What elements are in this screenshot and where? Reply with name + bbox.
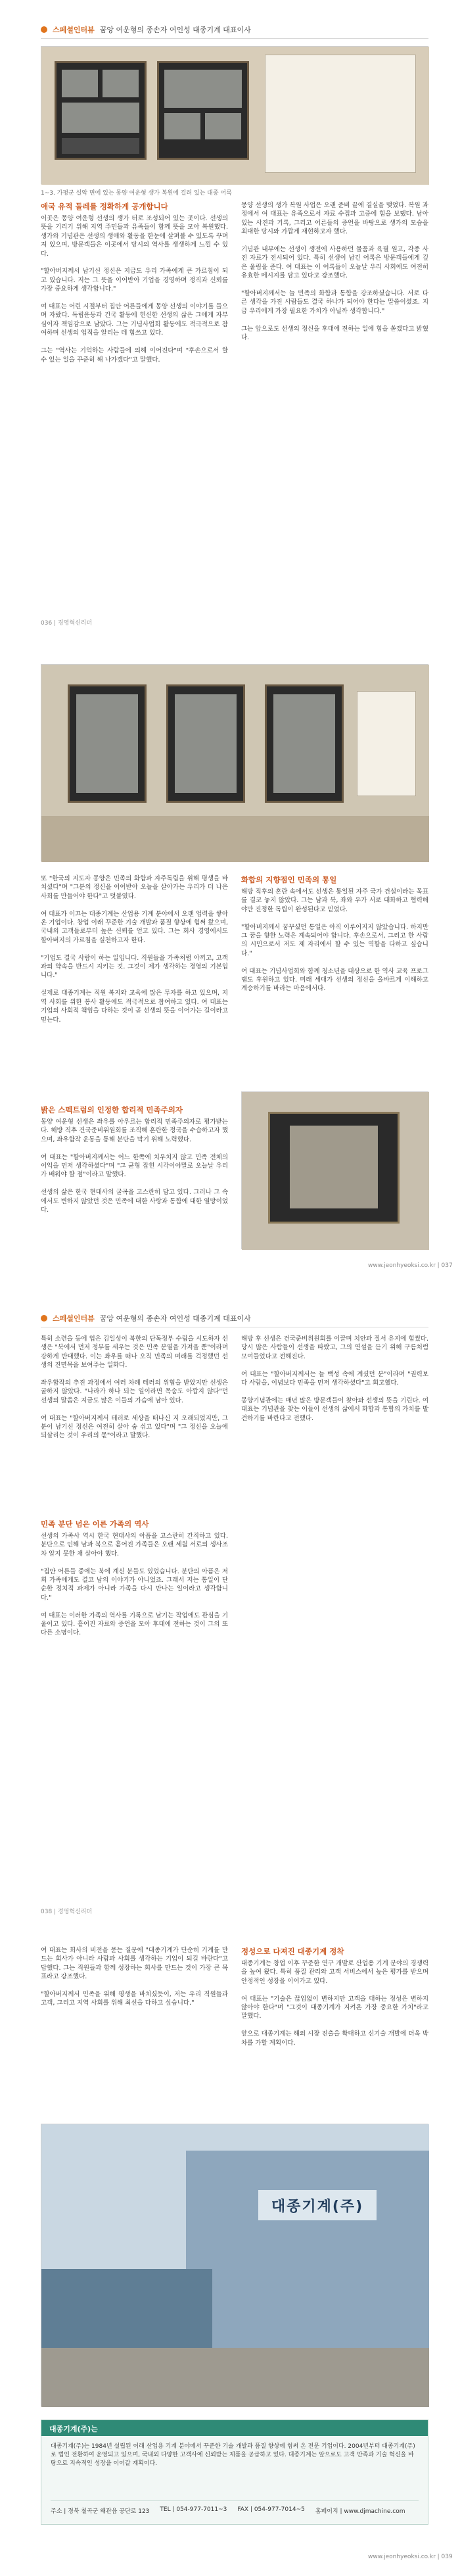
page-1 — [0, 0, 460, 644]
profile-contact — [51, 2500, 419, 2515]
page-folio: 038 | 경영혁신리더 — [41, 1909, 93, 1915]
subheading-2: 민족 분단 넘은 이른 가족의 역사 — [41, 1519, 149, 1529]
body-column-1: 특히 소련을 등에 업은 김일성이 북한의 단독정부 수립을 시도하자 선생은 "북에서 먼저 정부를 세우는 것은 민족 분열을 가져올 뿐"이라며 강하게 반대했다. 이는 좌우를 떠나 오직 민족의 미래를 걱정했던 선생의 진면목을 보여주는 일화다. 좌우합작의 추진 과정에서 여러 차례 테러의 위협을 받았지만 선생은 굴하지 않았다. "나라가 하나 되는 일이라면 목숨도 아깝지 않다"던 선생의 말씀은 지금도 많은 이들의 가슴에 남아 있다. 여 대표는 "할아버지께서 테러로 세상을 떠나신 지 오래되었지만, 그분이 남기신 정신은 여전히 살아 숨 쉬고 있다"며 "그 정신을 오늘에 되살리는 것이 우리의 몫"이라고 말했다. — [41, 1335, 228, 1440]
header-divider — [41, 38, 428, 39]
body-column-1: 또 "한국의 지도자 몽양은 민족의 화합과 자주독립을 위해 평생을 바치셨다"며 "그분의 정신을 이어받아 오늘을 살아가는 우리가 더 나은 사회를 만들어야 한다"고 덧붙였다. 여 대표가 이끄는 대종기계는 산업용 기계 분야에서 오랜 업력을 쌓아온 기업이다. 창업 이래 꾸준한 기술 개발과 품질 향상에 힘써 왔으며, 국내외 고객들로부터 높은 신뢰를 얻고 있다. 그는 회사 경영에서도 할아버지의 가르침을 실천하고자 한다. "기업도 결국 사람이 하는 일입니다. 직원들을 가족처럼 아끼고, 고객과의 약속을 반드시 지키는 것. 그것이 제가 생각하는 경영의 기본입니다." 실제로 대종기계는 직원 복지와 교육에 많은 투자를 하고 있으며, 지역 사회를 위한 봉사 활동에도 적극적으로 참여하고 있다. 여 대표는 기업의 사회적 책임을 다하는 것이 곧 선생의 뜻을 이어가는 길이라고 믿는다. — [41, 875, 228, 1024]
page-3 — [0, 1289, 460, 1933]
contact-fax: FAX | 054-977-7014~5 — [237, 2506, 305, 2513]
page-2 — [0, 644, 460, 1289]
body-column-3: 해방 후 선생은 건국준비위원회를 이끌며 치안과 질서 유지에 힘썼다. 당시 많은 사람들이 선생을 따랐고, 그의 연설을 듣기 위해 구름처럼 모여들었다고 전해진다. 여 대표는 "할아버지께서는 늘 백성 속에 계셨던 분"이라며 "권력보다 사람을, 이념보다 민족을 먼저 생각하셨다"고 회고했다. 몽양기념관에는 매년 많은 방문객들이 찾아와 선생의 뜻을 기린다. 여 대표는 기념관을 찾는 이들이 선생의 삶에서 화합과 통합의 가치를 발견하기를 바란다고 전했다. — [241, 1335, 428, 1422]
body-column-2: 몽양 여운형 선생은 좌우를 아우르는 합리적 민족주의자로 평가받는다. 해방 직후 건국준비위원회를 조직해 혼란한 정국을 수습하고자 했으며, 좌우합작 운동을 통해 분단을 막기 위해 노력했다. 여 대표는 "할아버지께서는 어느 한쪽에 치우치지 않고 민족 전체의 이익을 먼저 생각하셨다"며 "그 균형 잡힌 시각이야말로 오늘날 우리가 배워야 할 점"이라고 말했다. 선생의 삶은 한국 현대사의 굴곡을 고스란히 담고 있다. 그러나 그 속에서도 변하지 않았던 것은 민족에 대한 사랑과 통합에 대한 열망이었다. — [41, 1118, 228, 1214]
body-column-3: 해방 직후의 혼란 속에서도 선생은 통일된 자주 국가 건설이라는 목표를 결코 놓지 않았다. 그는 남과 북, 좌와 우가 서로 대화하고 협력해야만 진정한 독립이 완성된다고 믿었다. "할아버지께서 꿈꾸셨던 통일은 아직 이루어지지 않았습니다. 하지만 그 꿈을 향한 노력은 계속되어야 합니다. 후손으로서, 그리고 한 사람의 시민으로서 저도 제 자리에서 할 수 있는 역할을 다하고 싶습니다." 여 대표는 기념사업회와 함께 청소년을 대상으로 한 역사 교육 프로그램도 후원하고 있다. 미래 세대가 선생의 정신을 올바르게 이해하고 계승하기를 바라는 마음에서다. — [241, 888, 428, 993]
gallery-photo — [41, 664, 428, 861]
body-column-2: 선생의 가족사 역시 한국 현대사의 아픔을 고스란히 간직하고 있다. 분단으로 인해 남과 북으로 흩어진 가족들은 오랜 세월 서로의 생사조차 알지 못한 채 살아야 했다. "집안 어른들 중에는 북에 계신 분들도 있었습니다. 분단의 아픔은 저희 가족에게도 결코 남의 이야기가 아니었죠. 그래서 저는 통일이 단순한 정치적 과제가 아니라 가족을 다시 만나는 일이라고 생각합니다." 여 대표는 이러한 가족의 역사를 기록으로 남기는 작업에도 관심을 기울이고 있다. 흩어진 자료와 증언을 모아 후대에 전하는 것이 그의 또 다른 소명이다. — [41, 1533, 228, 1637]
page-4 — [0, 1933, 460, 2576]
contact-address: 주소 | 경북 칠곡군 왜관읍 공단로 123 — [51, 2508, 150, 2515]
section-dot-icon — [41, 1315, 47, 1322]
page-header — [41, 22, 428, 37]
body-column-1: 여 대표는 회사의 비전을 묻는 질문에 "대종기계가 단순히 기계를 만드는 회사가 아니라 사람과 사회를 생각하는 기업이 되길 바란다"고 답했다. 그는 직원들과 함께 성장하는 회사를 만드는 것이 가장 큰 목표라고 강조했다. "할아버지께서 민족을 위해 평생을 바치셨듯이, 저는 우리 직원들과 고객, 그리고 지역 사회를 위해 최선을 다하고 싶습니다." — [41, 1947, 228, 2007]
contact-website-link[interactable]: 홈페이지 | www.djmachine.com — [315, 2508, 405, 2515]
subheading-2: 정성으로 다져진 대종기계 정착 — [241, 1947, 344, 1956]
building-photo — [41, 2124, 428, 2406]
profile-body: 대종기계(주)는 1984년 설립된 이래 산업용 기계 분야에서 꾸준한 기술 개발과 품질 향상에 힘써 온 전문 기업이다. 2004년부터 대종기계(주)로 법인 전환하여 운영되고 있으며, 국내외 다양한 고객사에 신뢰받는 제품을 공급하고 있다. 대종기계는 앞으로도 고객 만족과 기술 혁신을 바탕으로 지속적인 성장을 이어갈 계획이다. — [51, 2443, 415, 2467]
page-folio: 036 | 경영혁신리더 — [41, 620, 93, 627]
page-folio: www.jeonhyeoksi.co.kr | 039 — [368, 2554, 453, 2560]
subheading-2: 밝은 스펙트럼의 인정한 합리적 민족주의자 — [41, 1105, 183, 1114]
profile-title: 대종기계(주)는 — [41, 2420, 428, 2436]
contact-tel: TEL | 054-977-7011~3 — [160, 2506, 227, 2513]
portrait-photo — [241, 1091, 428, 1249]
section-dot-icon — [41, 26, 47, 33]
section-label: 스페셜인터뷰 — [53, 1314, 95, 1323]
body-column-1: 이곳은 몽양 여운형 선생의 생가 터로 조성되어 있는 곳이다. 선생의 뜻을 기리기 위해 지역 주민들과 유족들이 함께 뜻을 모아 복원했다. 생가와 기념관은 선생의 생애와 활동을 한눈에 살펴볼 수 있도록 꾸며져 있으며, 방문객들은 이곳에서 당시의 역사를 생생하게 느낄 수 있다. "할아버지께서 남기신 정신은 지금도 우리 가족에게 큰 가르침이 되고 있습니다. 저는 그 뜻을 이어받아 기업을 경영하며 정직과 신뢰를 가장 중요하게 생각합니다." 여 대표는 어린 시절부터 집안 어른들에게 몽양 선생의 이야기를 들으며 자랐다. 독립운동과 건국 활동에 헌신한 선생의 삶은 그에게 자부심이자 책임감으로 남았다. 그는 기념사업회 활동에도 적극적으로 참여하며 선생의 업적을 알리는 데 힘쓰고 있다. 그는 "역사는 기억하는 사람들에 의해 이어진다"며 "후손으로서 할 수 있는 일을 꾸준히 해 나가겠다"고 말했다. — [41, 215, 228, 364]
page-header — [41, 1311, 428, 1325]
company-profile-box — [41, 2420, 428, 2525]
article-title: 꿈앙 여운형의 종손자 여인성 대종기계 대표이사 — [99, 26, 251, 34]
page-folio: www.jeonhyeoksi.co.kr | 037 — [368, 1262, 453, 1269]
article-title: 꿈앙 여운형의 종손자 여인성 대종기계 대표이사 — [99, 1314, 251, 1323]
body-column-2: 대종기계는 창업 이후 꾸준한 연구 개발로 산업용 기계 분야의 경쟁력을 높여 왔다. 특히 품질 관리와 고객 서비스에서 높은 평가를 받으며 안정적인 성장을 이어가고 있다. 여 대표는 "기술은 끊임없이 변하지만 고객을 대하는 정성은 변하지 않아야 한다"며 "그것이 대종기계가 지켜온 가장 중요한 가치"라고 말했다. 앞으로 대종기계는 해외 시장 진출을 확대하고 신기술 개발에 더욱 박차를 가할 계획이다. — [241, 1960, 428, 2047]
subheading: 애국 유적 둘레를 정확하게 공개합니다 — [41, 202, 168, 211]
building-sign: 대종기계(주) — [258, 2190, 377, 2220]
subheading-3: 화합의 지향점인 민족의 통일 — [241, 875, 337, 884]
photo-caption: 1~3. 가평군 설악 면에 있는 몽양 여운형 생가 복원에 걸려 있는 대종 어록 — [41, 190, 232, 197]
body-column-2: 몽양 선생의 생가 복원 사업은 오랜 준비 끝에 결실을 맺었다. 복원 과정에서 여 대표는 유족으로서 자료 수집과 고증에 힘을 보탰다. 남아 있는 사진과 기록, 그리고 어른들의 증언을 바탕으로 생가의 모습을 최대한 당시와 가깝게 재현하고자 했다. 기념관 내부에는 선생이 생전에 사용하던 물품과 육필 원고, 각종 사진 자료가 전시되어 있다. 특히 선생이 남긴 어록은 방문객들에게 깊은 울림을 준다. 여 대표는 이 어록들이 오늘날 우리 사회에도 여전히 유효한 메시지를 담고 있다고 강조했다. "할아버지께서는 늘 민족의 화합과 통합을 강조하셨습니다. 서로 다른 생각을 가진 사람들도 결국 하나가 되어야 한다는 말씀이셨죠. 지금 우리에게 가장 필요한 가치가 아닐까 생각합니다." 그는 앞으로도 선생의 정신을 후대에 전하는 일에 힘을 쏟겠다고 밝혔다. — [241, 202, 428, 342]
section-label: 스페셜인터뷰 — [53, 26, 95, 34]
exhibit-photo — [41, 46, 428, 184]
